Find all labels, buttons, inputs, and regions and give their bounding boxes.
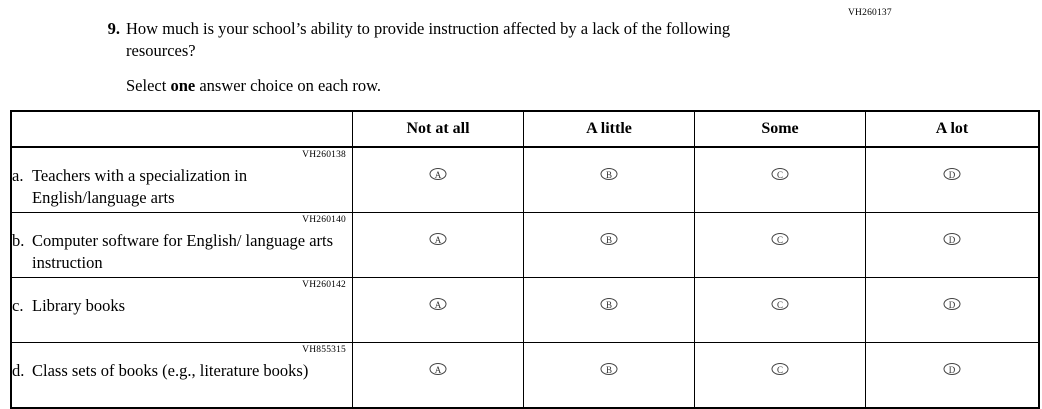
radio-cell-d-a-lot[interactable] xyxy=(866,343,1040,409)
response-matrix xyxy=(10,110,1032,409)
radio-bubble-icon[interactable]: C xyxy=(772,363,789,375)
radio-cell-d-some[interactable] xyxy=(695,343,866,409)
row-label: Library books xyxy=(32,296,126,315)
row-letter: d. xyxy=(12,361,25,380)
radio-bubble-icon[interactable]: D xyxy=(944,168,961,180)
row-letter: b. xyxy=(12,231,25,250)
row-stub-b xyxy=(11,213,353,278)
radio-bubble-icon[interactable]: A xyxy=(430,233,447,245)
row-label: Class sets of books (e.g., literature books) xyxy=(32,361,309,380)
instruction-pre: Select xyxy=(126,75,171,95)
table-row xyxy=(11,343,1039,409)
radio-cell-b-some[interactable] xyxy=(695,213,866,278)
radio-bubble-icon[interactable]: B xyxy=(601,168,618,180)
question-text: How much is your school’s ability to provide instruction affected by a lack of the following resources? xyxy=(126,19,731,61)
matrix-head xyxy=(11,111,1039,147)
radio-cell-b-not-at-all[interactable] xyxy=(353,213,524,278)
table-row xyxy=(11,278,1039,343)
radio-cell-c-not-at-all[interactable] xyxy=(353,278,524,343)
table-row xyxy=(11,213,1039,278)
radio-cell-a-a-lot[interactable] xyxy=(866,147,1040,213)
row-item-id: VH260142 xyxy=(302,280,346,290)
question-row xyxy=(96,18,796,63)
matrix-table xyxy=(10,110,1040,409)
radio-cell-c-a-little[interactable] xyxy=(524,278,695,343)
radio-bubble-icon[interactable]: B xyxy=(601,363,618,375)
column-header-not-at-all: Not at all xyxy=(353,111,524,147)
row-stub-body xyxy=(12,343,352,382)
radio-cell-b-a-lot[interactable] xyxy=(866,213,1040,278)
question-item-id: VH260137 xyxy=(848,8,892,18)
row-letter: c. xyxy=(12,296,24,315)
matrix-header-row xyxy=(11,111,1039,147)
radio-bubble-icon[interactable]: B xyxy=(601,298,618,310)
radio-bubble-icon[interactable]: C xyxy=(772,298,789,310)
instruction-emphasis: one xyxy=(170,75,196,95)
radio-cell-b-a-little[interactable] xyxy=(524,213,695,278)
row-label: Teachers with a specialization in English/language arts xyxy=(32,166,248,207)
radio-cell-a-some[interactable] xyxy=(695,147,866,213)
radio-cell-c-some[interactable] xyxy=(695,278,866,343)
matrix-stub-header xyxy=(11,111,353,147)
row-stub-body xyxy=(12,213,352,274)
row-item-id: VH260140 xyxy=(302,215,346,225)
row-stub-d xyxy=(11,343,353,409)
row-label: Computer software for English/ language arts instruction xyxy=(32,231,334,272)
radio-bubble-icon[interactable]: B xyxy=(601,233,618,245)
column-header-some: Some xyxy=(695,111,866,147)
radio-cell-d-a-little[interactable] xyxy=(524,343,695,409)
radio-bubble-icon[interactable]: D xyxy=(944,298,961,310)
radio-cell-a-not-at-all[interactable] xyxy=(353,147,524,213)
row-stub-body xyxy=(12,148,352,209)
matrix-body xyxy=(11,147,1039,408)
radio-bubble-icon[interactable]: A xyxy=(430,168,447,180)
column-header-a-little: A little xyxy=(524,111,695,147)
row-stub-a xyxy=(11,147,353,213)
question-block xyxy=(96,18,796,97)
table-row xyxy=(11,147,1039,213)
radio-bubble-icon[interactable]: D xyxy=(944,363,961,375)
row-letter: a. xyxy=(12,166,24,185)
question-number: 9. xyxy=(107,19,120,38)
column-header-a-lot: A lot xyxy=(866,111,1040,147)
instruction-post: answer choice on each row. xyxy=(195,75,382,95)
radio-cell-d-not-at-all[interactable] xyxy=(353,343,524,409)
radio-cell-a-a-little[interactable] xyxy=(524,147,695,213)
radio-bubble-icon[interactable]: D xyxy=(944,233,961,245)
row-stub-body xyxy=(12,278,352,317)
radio-cell-c-a-lot[interactable] xyxy=(866,278,1040,343)
radio-bubble-icon[interactable]: A xyxy=(430,363,447,375)
row-stub-c xyxy=(11,278,353,343)
radio-bubble-icon[interactable]: A xyxy=(430,298,447,310)
row-item-id: VH855315 xyxy=(302,345,346,355)
question-instruction xyxy=(126,75,796,97)
radio-bubble-icon[interactable]: C xyxy=(772,233,789,245)
row-item-id: VH260138 xyxy=(302,150,346,160)
radio-bubble-icon[interactable]: C xyxy=(772,168,789,180)
